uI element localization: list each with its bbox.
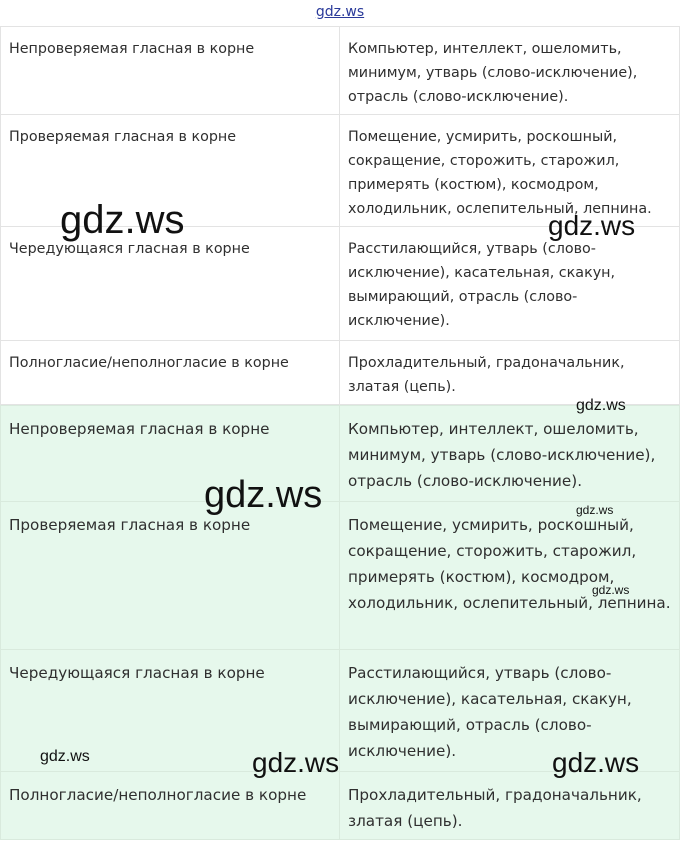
table-row	[1, 341, 680, 405]
examples-cell: Расстилающийся, утварь (слово-исключение), касательная, скакун, вымирающий, отрасль (слово-исключение).	[340, 227, 680, 341]
rule-cell: Полногласие/неполногласие в корне	[1, 772, 340, 840]
watermark: gdz.ws	[592, 583, 630, 597]
rule-cell: Полногласие/неполногласие в корне	[1, 341, 340, 405]
watermark: gdz.ws	[40, 748, 90, 765]
watermark: gdz.ws	[204, 474, 323, 516]
rule-cell: Чередующаяся гласная в корне	[1, 650, 340, 772]
watermark: gdz.ws	[252, 747, 340, 778]
table-row	[1, 27, 680, 115]
examples-cell: Компьютер, интеллект, ошеломить, минимум, утварь (слово-исключение), отрасль (слово-исключение).	[340, 27, 680, 115]
examples-cell: Расстилающийся, утварь (слово-исключение), касательная, скакун, вымирающий, отрасль (слово-исключение).	[340, 650, 680, 772]
rule-cell: Чередующаяся гласная в корне	[1, 227, 340, 341]
rule-cell: Непроверяемая гласная в корне	[1, 27, 340, 115]
table-row	[1, 502, 680, 650]
table-row	[1, 227, 680, 341]
rule-cell: Проверяемая гласная в корне	[1, 502, 340, 650]
watermark: gdz.ws	[576, 503, 614, 517]
table-row	[1, 772, 680, 840]
rule-cell: Проверяемая гласная в корне	[1, 115, 340, 227]
examples-cell: Прохладительный, градоначальник, златая (цепь).	[340, 772, 680, 840]
watermark: gdz.ws	[548, 210, 636, 241]
table-row	[1, 406, 680, 502]
examples-cell: Компьютер, интеллект, ошеломить, минимум, утварь (слово-исключение), отрасль (слово-исключение).	[340, 406, 680, 502]
watermark: gdz.ws	[552, 747, 640, 778]
site-link[interactable]: gdz.ws	[315, 4, 365, 20]
examples-cell: Помещение, усмирить, роскошный, сокращение, сторожить, старожил, примерять (костюм), космодром, холодильник, ослепительный, лепнина.	[340, 502, 680, 650]
watermark: gdz.ws	[576, 397, 626, 414]
examples-cell: Прохладительный, градоначальник, златая (цепь).	[340, 341, 680, 405]
rule-cell: Непроверяемая гласная в корне	[1, 406, 340, 502]
site-header	[0, 0, 680, 24]
examples-cell: Помещение, усмирить, роскошный, сокращение, сторожить, старожил, примерять (костюм), космодром, холодильник, ослепительный, лепнина.	[340, 115, 680, 227]
watermark: gdz.ws	[60, 198, 185, 242]
